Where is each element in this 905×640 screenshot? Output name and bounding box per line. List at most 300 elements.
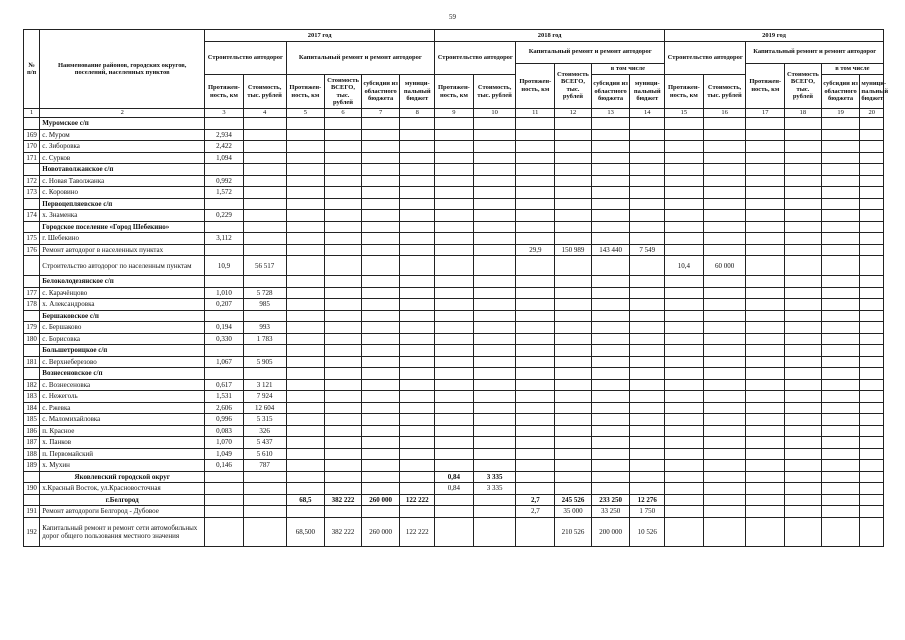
cell-col-14 (630, 287, 665, 299)
cell-col-5 (286, 244, 325, 256)
cell-col-3: 1,572 (205, 187, 244, 199)
row-number: 172 (24, 175, 40, 187)
cell-col-20 (860, 494, 884, 506)
column-number: 17 (746, 109, 785, 118)
group-name: Муромское с/п (40, 118, 205, 130)
row-name: г. Шебекино (40, 233, 205, 245)
cell-col-11: 2,7 (516, 506, 555, 518)
cell-col-7 (361, 471, 400, 483)
cell-col-19 (821, 379, 860, 391)
cell-col-17 (746, 198, 785, 210)
cell-col-20 (860, 368, 884, 380)
cell-col-11 (516, 448, 555, 460)
cell-col-3: 1,067 (205, 356, 244, 368)
cell-col-6 (325, 299, 362, 311)
cell-col-7: 260 000 (361, 494, 400, 506)
cell-col-4: 3 121 (243, 379, 286, 391)
column-number: 16 (703, 109, 746, 118)
cell-col-8 (400, 310, 435, 322)
cell-col-13 (591, 448, 630, 460)
cell-col-19 (821, 244, 860, 256)
row-number: 182 (24, 379, 40, 391)
cell-col-10 (473, 345, 516, 357)
cell-col-10 (473, 414, 516, 426)
cell-col-5: 68,500 (286, 517, 325, 546)
row-number: 191 (24, 506, 40, 518)
cell-col-6 (325, 379, 362, 391)
cell-col-4 (243, 164, 286, 176)
cell-col-13 (591, 233, 630, 245)
cell-col-19 (821, 460, 860, 472)
cell-col-12 (555, 310, 592, 322)
cell-col-5 (286, 164, 325, 176)
cell-col-3: 1,049 (205, 448, 244, 460)
cell-col-19 (821, 118, 860, 130)
row-name: х. Мухин (40, 460, 205, 472)
cell-col-18 (785, 233, 822, 245)
cell-col-4 (243, 276, 286, 288)
cell-col-7 (361, 333, 400, 345)
cell-col-6 (325, 333, 362, 345)
cell-col-19 (821, 506, 860, 518)
header-length-17: Протяжен-ность, км (746, 63, 785, 109)
cell-col-9 (435, 460, 474, 472)
cell-col-15 (665, 310, 704, 322)
cell-col-6 (325, 221, 362, 233)
cell-col-15 (665, 333, 704, 345)
cell-col-15 (665, 471, 704, 483)
cell-col-10 (473, 310, 516, 322)
road-program-table (23, 29, 889, 547)
cell-col-9 (435, 345, 474, 357)
cell-col-10 (473, 437, 516, 449)
cell-col-11 (516, 471, 555, 483)
cell-col-16 (703, 517, 746, 546)
cell-col-12 (555, 368, 592, 380)
cell-col-10 (473, 425, 516, 437)
header-municipal-20: муници-пальный бюджет (860, 75, 884, 109)
cell-col-9 (435, 414, 474, 426)
cell-col-16 (703, 299, 746, 311)
column-number: 7 (361, 109, 400, 118)
cell-col-20 (860, 187, 884, 199)
column-number: 13 (591, 109, 630, 118)
cell-col-15 (665, 221, 704, 233)
cell-col-20 (860, 506, 884, 518)
cell-col-19 (821, 256, 860, 276)
cell-col-14 (630, 471, 665, 483)
cell-col-13 (591, 471, 630, 483)
cell-col-18 (785, 333, 822, 345)
cell-col-15: 10,4 (665, 256, 704, 276)
group-name: Бершаковское с/п (40, 310, 205, 322)
cell-col-11 (516, 210, 555, 222)
cell-col-12 (555, 152, 592, 164)
cell-col-12 (555, 414, 592, 426)
cell-col-17 (746, 483, 785, 495)
cell-col-15 (665, 118, 704, 130)
cell-col-6 (325, 276, 362, 288)
cell-col-18 (785, 187, 822, 199)
cell-col-17 (746, 345, 785, 357)
header-construction-2018: Строительство автодорог (435, 41, 516, 75)
cell-col-7 (361, 287, 400, 299)
cell-col-6 (325, 414, 362, 426)
cell-col-20 (860, 164, 884, 176)
cell-col-4 (243, 494, 286, 506)
cell-col-9 (435, 368, 474, 380)
column-number: 10 (473, 109, 516, 118)
cell-col-20 (860, 333, 884, 345)
cell-col-11 (516, 425, 555, 437)
cell-col-19 (821, 356, 860, 368)
cell-col-7 (361, 210, 400, 222)
cell-col-7 (361, 233, 400, 245)
cell-col-11 (516, 517, 555, 546)
row-number (24, 198, 40, 210)
cell-col-16 (703, 437, 746, 449)
cell-col-7 (361, 198, 400, 210)
cell-col-15 (665, 460, 704, 472)
cell-col-7 (361, 118, 400, 130)
cell-col-11 (516, 483, 555, 495)
cell-col-18 (785, 437, 822, 449)
header-length-11: Протяжен-ность, км (516, 63, 555, 109)
cell-col-8 (400, 152, 435, 164)
cell-col-7 (361, 322, 400, 334)
row-name: п. Первомайский (40, 448, 205, 460)
cell-col-18 (785, 345, 822, 357)
cell-col-13: 200 000 (591, 517, 630, 546)
cell-col-8 (400, 118, 435, 130)
header-cost-16: Стоимость, тыс. рублей (703, 75, 746, 109)
cell-col-14 (630, 356, 665, 368)
cell-col-8 (400, 356, 435, 368)
header-year-2018: 2018 год (435, 30, 665, 42)
row-number: 177 (24, 287, 40, 299)
cell-col-12 (555, 118, 592, 130)
cell-col-14 (630, 233, 665, 245)
table-row (24, 187, 884, 199)
cell-col-8 (400, 256, 435, 276)
cell-col-17 (746, 391, 785, 403)
cell-col-19 (821, 448, 860, 460)
table-row (24, 379, 884, 391)
row-name: с. Борисовка (40, 333, 205, 345)
table-row (24, 210, 884, 222)
cell-col-18 (785, 425, 822, 437)
cell-col-13: 33 250 (591, 506, 630, 518)
cell-col-17 (746, 517, 785, 546)
cell-col-13 (591, 368, 630, 380)
cell-col-18 (785, 391, 822, 403)
cell-col-7 (361, 276, 400, 288)
cell-col-5 (286, 391, 325, 403)
cell-col-8 (400, 345, 435, 357)
cell-col-5 (286, 322, 325, 334)
cell-col-13 (591, 333, 630, 345)
cell-col-9 (435, 333, 474, 345)
table-row (24, 129, 884, 141)
cell-col-12 (555, 299, 592, 311)
cell-col-13 (591, 118, 630, 130)
cell-col-5 (286, 310, 325, 322)
cell-col-6 (325, 368, 362, 380)
cell-col-3 (205, 368, 244, 380)
table-row (24, 141, 884, 153)
cell-col-6 (325, 402, 362, 414)
cell-col-7 (361, 356, 400, 368)
cell-col-5 (286, 425, 325, 437)
cell-col-3 (205, 310, 244, 322)
row-name: с. Карачёнцово (40, 287, 205, 299)
cell-col-14 (630, 299, 665, 311)
group-name: Белоколодезянское с/п (40, 276, 205, 288)
cell-col-4: 787 (243, 460, 286, 472)
cell-col-5 (286, 333, 325, 345)
column-number: 4 (243, 109, 286, 118)
cell-col-3: 1,070 (205, 437, 244, 449)
cell-col-4 (243, 152, 286, 164)
row-number (24, 256, 40, 276)
cell-col-6 (325, 471, 362, 483)
cell-col-12 (555, 437, 592, 449)
cell-col-8 (400, 506, 435, 518)
cell-col-10 (473, 379, 516, 391)
cell-col-18 (785, 506, 822, 518)
cell-col-20 (860, 152, 884, 164)
cell-col-3 (205, 471, 244, 483)
cell-col-14 (630, 118, 665, 130)
row-name: Ремонт автодорог в населенных пунктах (40, 244, 205, 256)
row-name: с. Вознесеновка (40, 379, 205, 391)
cell-col-5 (286, 175, 325, 187)
row-number: 186 (24, 425, 40, 437)
cell-col-16 (703, 460, 746, 472)
cell-col-19 (821, 175, 860, 187)
header-municipal-8: муници-пальный бюджет (400, 75, 435, 109)
cell-col-9 (435, 402, 474, 414)
cell-col-4 (243, 175, 286, 187)
cell-col-4 (243, 517, 286, 546)
cell-col-3: 0,207 (205, 299, 244, 311)
row-number: 183 (24, 391, 40, 403)
district-row (24, 471, 884, 483)
cell-col-6 (325, 244, 362, 256)
cell-col-5 (286, 198, 325, 210)
cell-col-14 (630, 460, 665, 472)
cell-col-13 (591, 483, 630, 495)
cell-col-10 (473, 448, 516, 460)
cell-col-4 (243, 221, 286, 233)
cell-col-5 (286, 471, 325, 483)
cell-col-15 (665, 322, 704, 334)
cell-col-12: 35 000 (555, 506, 592, 518)
header-cost-10: Стоимость, тыс. рублей (473, 75, 516, 109)
cell-col-18 (785, 244, 822, 256)
cell-col-11 (516, 391, 555, 403)
cell-col-11 (516, 402, 555, 414)
cell-col-20 (860, 276, 884, 288)
cell-col-3: 2,606 (205, 402, 244, 414)
row-number (24, 276, 40, 288)
cell-col-8 (400, 368, 435, 380)
cell-col-14 (630, 368, 665, 380)
cell-col-17 (746, 141, 785, 153)
cell-col-17 (746, 276, 785, 288)
cell-col-20 (860, 425, 884, 437)
cell-col-16 (703, 198, 746, 210)
cell-col-10 (473, 233, 516, 245)
cell-col-9 (435, 517, 474, 546)
cell-col-4: 993 (243, 322, 286, 334)
table-row (24, 299, 884, 311)
cell-col-10 (473, 164, 516, 176)
cell-col-4 (243, 233, 286, 245)
cell-col-12 (555, 391, 592, 403)
header-year-2019: 2019 год (665, 30, 884, 42)
cell-col-16 (703, 276, 746, 288)
cell-col-8 (400, 187, 435, 199)
cell-col-16 (703, 414, 746, 426)
cell-col-13 (591, 276, 630, 288)
cell-col-6 (325, 164, 362, 176)
header-length-9: Протяжен-ность, км (435, 75, 474, 109)
cell-col-14 (630, 187, 665, 199)
cell-col-9 (435, 276, 474, 288)
table-row (24, 506, 884, 518)
cell-col-10 (473, 402, 516, 414)
cell-col-13 (591, 437, 630, 449)
cell-col-6 (325, 233, 362, 245)
cell-col-9 (435, 287, 474, 299)
cell-col-11 (516, 310, 555, 322)
cell-col-4 (243, 187, 286, 199)
cell-col-16 (703, 310, 746, 322)
cell-col-7 (361, 175, 400, 187)
cell-col-6: 382 222 (325, 494, 362, 506)
cell-col-18 (785, 175, 822, 187)
cell-col-4 (243, 118, 286, 130)
row-name: с. Ржевка (40, 402, 205, 414)
cell-col-20 (860, 414, 884, 426)
cell-col-9 (435, 129, 474, 141)
row-name: с. Верхнеберезово (40, 356, 205, 368)
cell-col-8: 122 222 (400, 517, 435, 546)
cell-col-19 (821, 287, 860, 299)
table-row (24, 448, 884, 460)
cell-col-4: 985 (243, 299, 286, 311)
cell-col-8 (400, 221, 435, 233)
row-name: с. Зиборовка (40, 141, 205, 153)
cell-col-3 (205, 276, 244, 288)
cell-col-20 (860, 198, 884, 210)
cell-col-8 (400, 233, 435, 245)
cell-col-5 (286, 152, 325, 164)
cell-col-20 (860, 460, 884, 472)
cell-col-15 (665, 141, 704, 153)
cell-col-14 (630, 256, 665, 276)
table-row (24, 175, 884, 187)
cell-col-16 (703, 379, 746, 391)
cell-col-14 (630, 129, 665, 141)
cell-col-14: 10 526 (630, 517, 665, 546)
cell-col-8 (400, 322, 435, 334)
header-including-2018: в том числе (591, 63, 664, 75)
cell-col-17 (746, 187, 785, 199)
cell-col-12 (555, 198, 592, 210)
cell-col-18 (785, 517, 822, 546)
cell-col-10 (473, 244, 516, 256)
row-number: 170 (24, 141, 40, 153)
cell-col-13 (591, 164, 630, 176)
cell-col-18 (785, 210, 822, 222)
cell-col-17 (746, 175, 785, 187)
cell-col-19 (821, 276, 860, 288)
cell-col-18 (785, 322, 822, 334)
row-number: 188 (24, 448, 40, 460)
column-number: 11 (516, 109, 555, 118)
group-header-row (24, 345, 884, 357)
cell-col-13 (591, 287, 630, 299)
cell-col-18 (785, 483, 822, 495)
cell-col-3: 0,992 (205, 175, 244, 187)
cell-col-5 (286, 287, 325, 299)
cell-col-17 (746, 368, 785, 380)
cell-col-4 (243, 129, 286, 141)
row-number: 189 (24, 460, 40, 472)
row-number (24, 221, 40, 233)
cell-col-14 (630, 425, 665, 437)
column-number: 6 (325, 109, 362, 118)
header-subsidy-19: субсидии из областного бюджета (821, 75, 860, 109)
cell-col-7 (361, 506, 400, 518)
cell-col-7: 260 000 (361, 517, 400, 546)
cell-col-15 (665, 210, 704, 222)
cell-col-9 (435, 299, 474, 311)
header-capital-repair-2018: Капитальный ремонт и ремонт автодорог (516, 41, 665, 63)
cell-col-3 (205, 164, 244, 176)
cell-col-16 (703, 333, 746, 345)
cell-col-6 (325, 425, 362, 437)
district-name: г.Белгород (40, 494, 205, 506)
cell-col-19 (821, 402, 860, 414)
cell-col-6 (325, 129, 362, 141)
column-number: 15 (665, 109, 704, 118)
cell-col-8 (400, 244, 435, 256)
cell-col-5 (286, 221, 325, 233)
cell-col-7 (361, 256, 400, 276)
row-name: с. Бершаково (40, 322, 205, 334)
row-name: х. Знаменка (40, 210, 205, 222)
table-row (24, 425, 884, 437)
cell-col-19 (821, 483, 860, 495)
cell-col-14 (630, 152, 665, 164)
cell-col-7 (361, 141, 400, 153)
cell-col-15 (665, 233, 704, 245)
cell-col-19 (821, 391, 860, 403)
cell-col-4 (243, 471, 286, 483)
cell-col-12 (555, 233, 592, 245)
cell-col-11 (516, 333, 555, 345)
cell-col-16 (703, 506, 746, 518)
cell-col-3: 0,146 (205, 460, 244, 472)
cell-col-8 (400, 402, 435, 414)
cell-col-6 (325, 210, 362, 222)
cell-col-16 (703, 368, 746, 380)
group-header-row (24, 310, 884, 322)
column-number: 1 (24, 109, 40, 118)
